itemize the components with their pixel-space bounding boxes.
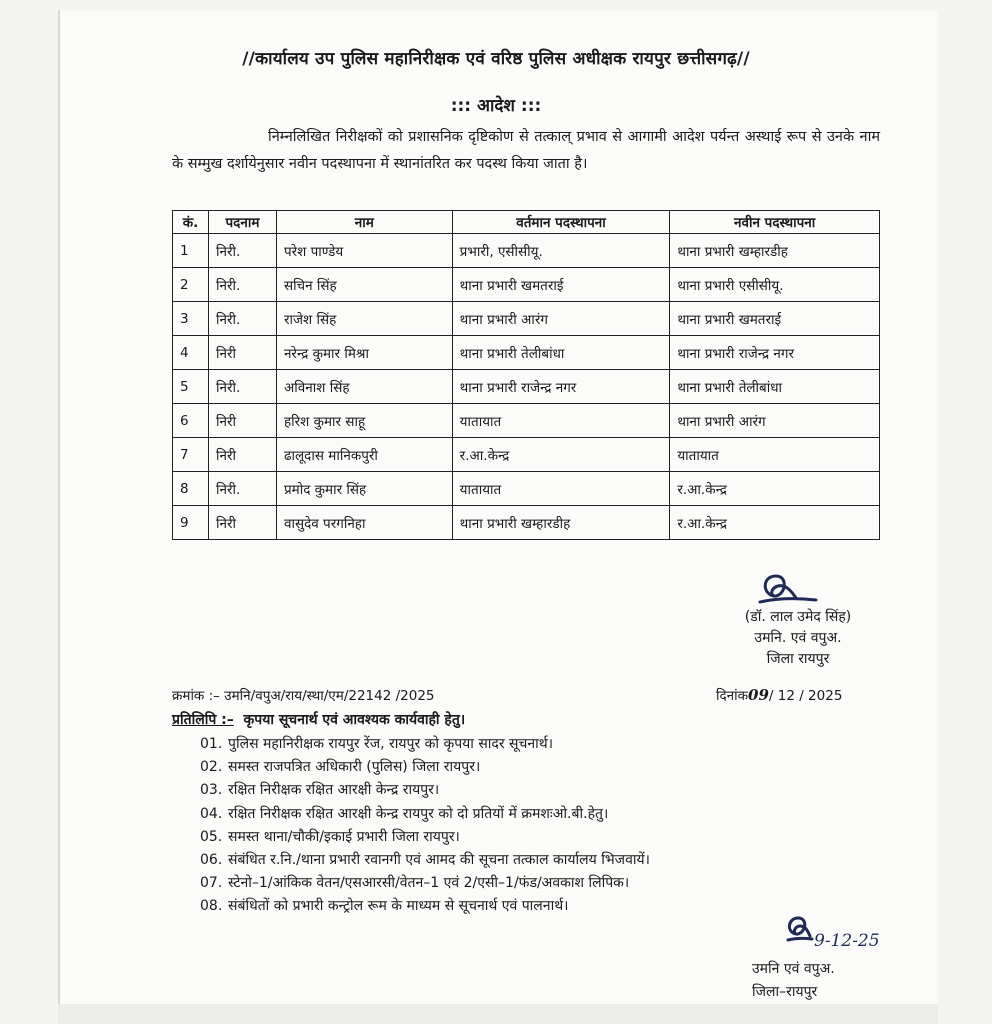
- list-item: [200, 756, 650, 779]
- second-signer-designation: उमनि एवं वपुअ.: [752, 961, 835, 977]
- name-cell: अविनाश सिंह: [276, 370, 452, 404]
- list-item: [200, 872, 650, 895]
- new-posting-cell: यातायात: [670, 438, 880, 472]
- serial-cell: 6: [173, 404, 209, 438]
- list-item-text: संबंधितों को प्रभारी कन्ट्रोल रूम के माध्यम से सूचनार्थ एवं पालनार्थ।: [228, 898, 569, 915]
- current-posting-cell: थाना प्रभारी तेलीबांधा: [452, 336, 670, 370]
- list-item-text: रक्षित निरीक्षक रक्षित आरक्षी केन्द्र रायपुर।: [228, 782, 440, 799]
- name-cell: परेश पाण्डेय: [276, 234, 452, 268]
- new-posting-cell: थाना प्रभारी राजेन्द्र नगर: [670, 336, 880, 370]
- intro-paragraph: [172, 124, 880, 178]
- bottom-shadow: [58, 1004, 938, 1024]
- order-date: [716, 686, 842, 704]
- serial-cell: 5: [173, 370, 209, 404]
- new-posting-cell: थाना प्रभारी आरंग: [670, 404, 880, 438]
- list-item-number: 06.: [200, 852, 223, 869]
- list-item-number: 08.: [200, 898, 223, 915]
- transfer-table: [172, 210, 880, 540]
- table-row: [173, 234, 880, 268]
- serial-cell: 2: [173, 268, 209, 302]
- list-item: [200, 895, 650, 918]
- current-posting-cell: र.आ.केन्द्र: [452, 438, 670, 472]
- rank-cell: निरी.: [208, 268, 276, 302]
- current-posting-cell: यातायात: [452, 472, 670, 506]
- current-posting-cell: प्रभारी, एसीसीयू.: [452, 234, 670, 268]
- rank-cell: निरी: [208, 404, 276, 438]
- current-posting-cell: थाना प्रभारी खम्हारडीह: [452, 506, 670, 540]
- table-row: [173, 268, 880, 302]
- rank-cell: निरी.: [208, 472, 276, 506]
- serial-cell: 3: [173, 302, 209, 336]
- handwritten-date: 9-12-25: [814, 931, 880, 951]
- signer-district: जिला रायपुर: [766, 651, 830, 667]
- list-item: [200, 803, 650, 826]
- second-signer-district: जिला–रायपुर: [752, 984, 818, 1000]
- table-row: [173, 404, 880, 438]
- list-item-number: 01.: [200, 736, 223, 752]
- intro-text: निम्नलिखित निरीक्षकों को प्रशासनिक दृष्टिकोण से तत्काल् प्रभाव से आगामी आदेश पर्यन्त अस्थाई रूप से उनके नाम के सम्मुख दर्शायेनुसार नवीन पदस्थापना में स्थानांतरित कर पदस्थ किया जाता है।: [172, 129, 880, 172]
- list-item: [200, 779, 650, 802]
- rank-cell: निरी.: [208, 302, 276, 336]
- table-row: [173, 336, 880, 370]
- name-cell: नरेन्द्र कुमार मिश्रा: [276, 336, 452, 370]
- date-rest: / 12 / 2025: [768, 688, 843, 704]
- name-cell: सचिन सिंह: [276, 268, 452, 302]
- new-posting-cell: थाना प्रभारी तेलीबांधा: [670, 370, 880, 404]
- signer-designation: उमनि. एवं वपुअ.: [754, 630, 842, 646]
- serial-cell: 9: [173, 506, 209, 540]
- list-item-number: 07.: [200, 875, 223, 892]
- col-name-header: नाम: [276, 211, 452, 234]
- signer-block: [698, 607, 898, 670]
- name-cell: ढालूदास मानिकपुरी: [276, 438, 452, 472]
- table-row: [173, 472, 880, 506]
- name-cell: हरिश कुमार साहू: [276, 404, 452, 438]
- name-cell: राजेश सिंह: [276, 302, 452, 336]
- current-posting-cell: थाना प्रभारी खमतराई: [452, 268, 670, 302]
- list-item-number: 04.: [200, 805, 223, 822]
- name-cell: वासुदेव परगनिहा: [276, 506, 452, 540]
- new-posting-cell: र.आ.केन्द्र: [670, 472, 880, 506]
- current-posting-cell: थाना प्रभारी आरंग: [452, 302, 670, 336]
- rank-cell: निरी.: [208, 370, 276, 404]
- name-cell: प्रमोद कुमार सिंह: [276, 472, 452, 506]
- list-item: [200, 733, 650, 756]
- list-item-text: रक्षित निरीक्षक रक्षित आरक्षी केन्द्र रायपुर को दो प्रतियों में क्रमशःओ.बी.हेतु।: [228, 805, 609, 822]
- list-item-text: संबंधित र.नि./थाना प्रभारी रवानगी एवं आमद की सूचना तत्काल कार्यालय भिजवायें।: [228, 852, 650, 869]
- new-posting-cell: थाना प्रभारी खम्हारडीह: [670, 234, 880, 268]
- list-item-text: पुलिस महानिरीक्षक रायपुर रेंज, रायपुर को कृपया सादर सूचनार्थ।: [228, 736, 554, 752]
- list-item: [200, 826, 650, 849]
- list-item: [200, 849, 650, 872]
- new-posting-cell: र.आ.केन्द्र: [670, 506, 880, 540]
- page-edge: [58, 10, 60, 1010]
- col-rank-header: पदनाम: [208, 211, 276, 234]
- new-posting-cell: थाना प्रभारी खमतराई: [670, 302, 880, 336]
- serial-cell: 8: [173, 472, 209, 506]
- reference-number: क्रमांक :– उमनि/वपुअ/राय/स्था/एम/22142 /2025: [172, 688, 435, 704]
- rank-cell: निरी: [208, 506, 276, 540]
- col-current-posting-header: वर्तमान पदस्थापना: [452, 211, 670, 234]
- table-header-row: [173, 211, 880, 234]
- signer-name: (डॉ. लाल उमेद सिंह): [744, 609, 852, 625]
- table-row: [173, 506, 880, 540]
- col-new-posting-header: नवीन पदस्थापना: [670, 211, 880, 234]
- list-item-number: 03.: [200, 782, 223, 799]
- handwritten-day: 09: [748, 686, 769, 704]
- rank-cell: निरी: [208, 438, 276, 472]
- table-row: [173, 438, 880, 472]
- table-row: [173, 302, 880, 336]
- list-item-text: समस्त राजपत्रित अधिकारी (पुलिस) जिला रायपुर।: [228, 759, 481, 776]
- date-label: दिनांक: [716, 688, 749, 704]
- list-item-number: 02.: [200, 759, 223, 776]
- list-item-number: 05.: [200, 828, 223, 845]
- copy-to-purpose: कृपया सूचनार्थ एवं आवश्यक कार्यवाही हेतु।: [243, 712, 466, 728]
- current-posting-cell: थाना प्रभारी राजेन्द्र नगर: [452, 370, 670, 404]
- serial-cell: 4: [173, 336, 209, 370]
- serial-cell: 1: [173, 234, 209, 268]
- rank-cell: निरी: [208, 336, 276, 370]
- copy-to-list: [200, 733, 650, 919]
- second-signature-mark: [782, 912, 892, 952]
- serial-cell: 7: [173, 438, 209, 472]
- table-row: [173, 370, 880, 404]
- rank-cell: निरी.: [208, 234, 276, 268]
- second-signer-block: [752, 958, 835, 1004]
- copy-to-heading: [172, 710, 465, 729]
- copy-to-label: प्रतिलिपि :–: [172, 712, 234, 728]
- new-posting-cell: थाना प्रभारी एसीसीयू.: [670, 268, 880, 302]
- list-item-text: समस्त थाना/चौकी/इकाई प्रभारी जिला रायपुर।: [228, 828, 460, 845]
- list-item-text: स्टेनो–1/आंकिक वेतन/एसआरसी/वेतन–1 एवं 2/एसी–1/फंड/अवकाश लिपिक।: [228, 875, 630, 892]
- office-header: //कार्यालय उप पुलिस महानिरीक्षक एवं वरिष्ठ पुलिस अधीक्षक रायपुर छत्तीसगढ़//: [242, 49, 750, 69]
- col-serial-header: कं.: [173, 211, 209, 234]
- order-title: ::: आदेश :::: [450, 96, 542, 116]
- signature-mark: [752, 568, 822, 608]
- current-posting-cell: यातायात: [452, 404, 670, 438]
